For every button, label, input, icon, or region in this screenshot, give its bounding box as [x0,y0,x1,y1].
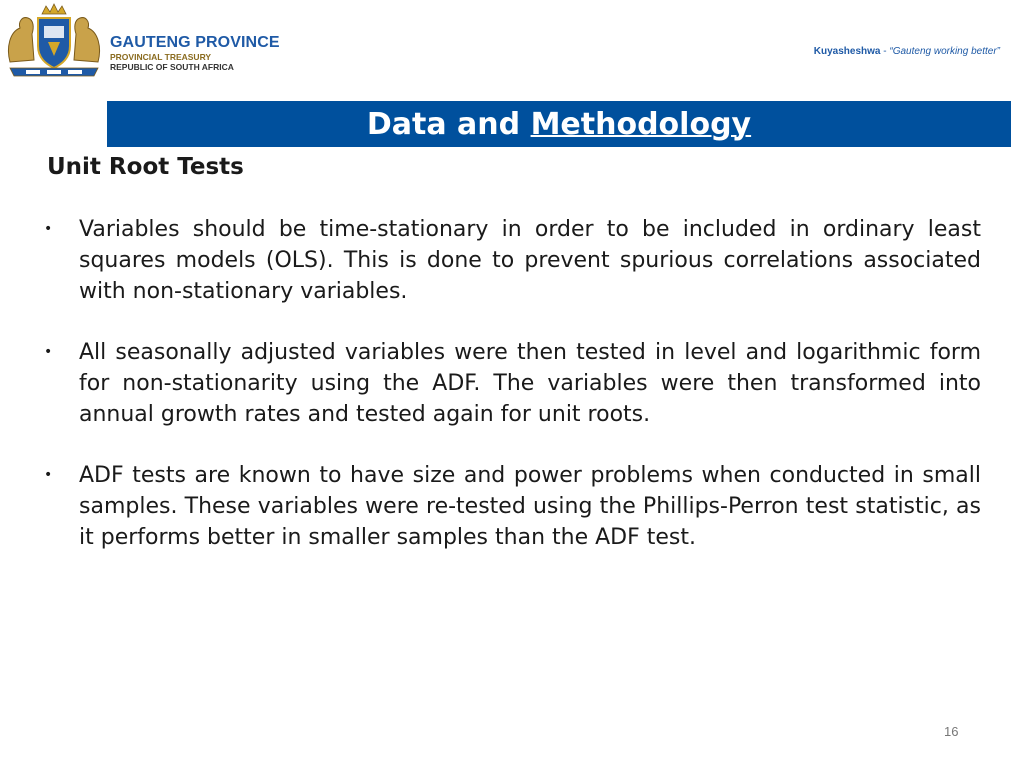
bullet-icon: • [44,467,53,483]
tagline-brand: Kuyasheshwa [813,46,881,57]
bullet-icon: • [44,221,53,237]
title-bar [107,101,1011,147]
tagline-motto: “Gauteng working better” [889,46,1000,57]
slide-title-plain: Data and [366,107,531,142]
bullet-icon: • [44,344,53,360]
tagline [814,46,1000,57]
bullet-text: Variables should be time-stationary in order to be included in ordinary least squares models (OLS). This is done to prevent spurious correlations associated with non-stationary variables. [79,217,981,304]
org-name: GAUTENG PROVINCE [110,34,280,51]
bullet-text: ADF tests are known to have size and power problems when conducted in small samples. These variables were re-tested using the Phillips-Perron test statistic, as it performs better in smaller samples than the ADF test. [79,463,981,550]
subheading: Unit Root Tests [47,154,244,180]
list-item [44,337,981,430]
org-country: REPUBLIC OF SOUTH AFRICA [110,62,234,72]
slide-title [367,107,751,142]
slide-title-underlined: Methodology [530,107,752,142]
org-department: PROVINCIAL TREASURY [110,52,212,62]
bullet-list [44,214,981,583]
bullet-text: All seasonally adjusted variables were then tested in level and logarithmic form for non-stationarity using the ADF. The variables were then transformed into annual growth rates and tested again for unit roots. [79,340,981,427]
tagline-separator: - [880,46,890,57]
organization-name-block [110,34,280,72]
coat-of-arms-icon [4,2,104,80]
page-number: 16 [944,724,959,739]
list-item [44,460,981,553]
list-item [44,214,981,307]
